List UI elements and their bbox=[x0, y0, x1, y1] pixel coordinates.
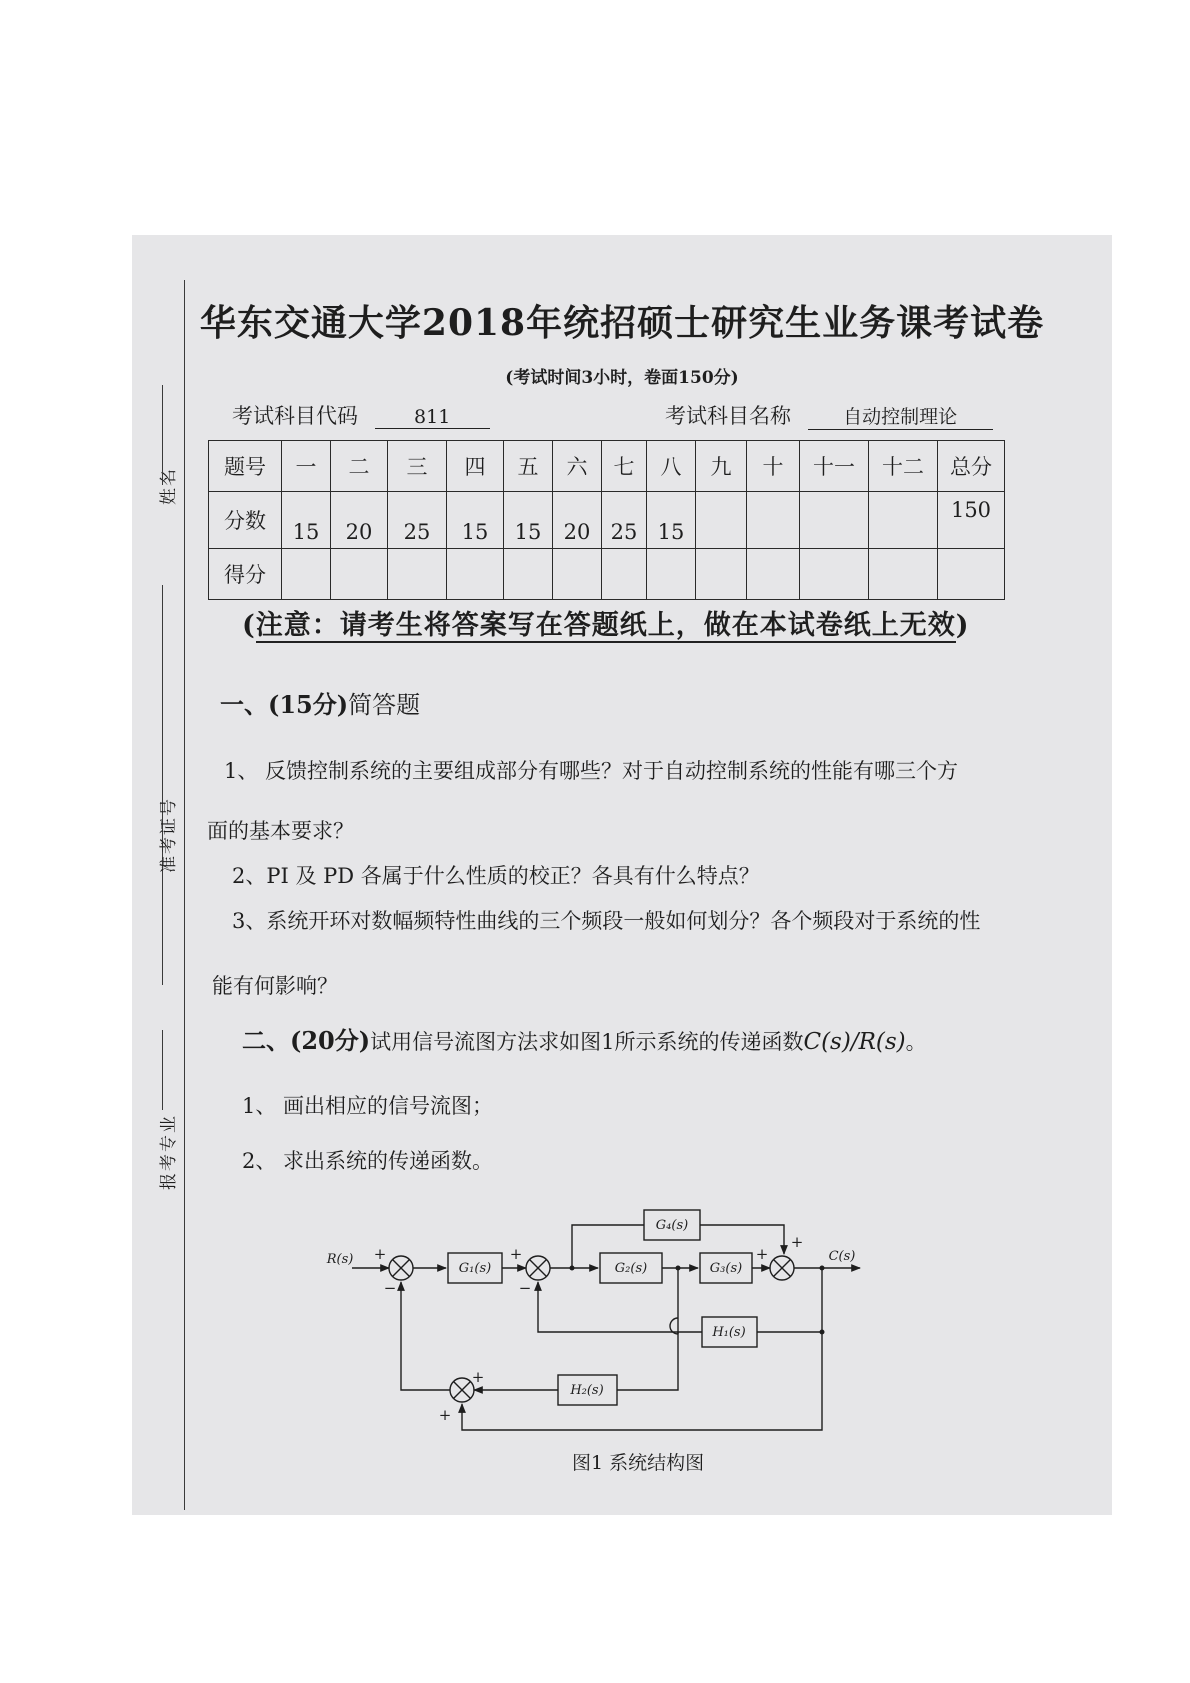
major-blank bbox=[162, 1030, 163, 1110]
section1-heading bbox=[220, 685, 420, 720]
total-points-cell: 150 bbox=[938, 492, 1005, 549]
points-cell: 20 bbox=[331, 492, 388, 549]
question-cell: 四 bbox=[447, 441, 504, 492]
score-table-row-earned bbox=[209, 549, 1005, 600]
junction4-plus-sign: + bbox=[471, 1368, 485, 1386]
section2-item-2: 2、 求出系统的传递函数。 bbox=[242, 1149, 494, 1173]
junction1-minus-sign: − bbox=[383, 1279, 397, 1297]
notice-open-paren: ( bbox=[242, 610, 256, 641]
question-cell: 九 bbox=[696, 441, 747, 492]
earned-cell bbox=[447, 549, 504, 600]
points-cell: 25 bbox=[602, 492, 647, 549]
points-cell bbox=[747, 492, 800, 549]
points-cell: 15 bbox=[647, 492, 696, 549]
earned-cell bbox=[553, 549, 602, 600]
question-1-line-2: 面的基本要求？ bbox=[207, 819, 354, 843]
question-cell: 八 bbox=[647, 441, 696, 492]
earned-cell bbox=[331, 549, 388, 600]
junction3-plus-sign-top: + bbox=[790, 1233, 804, 1251]
junction3-plus-sign: + bbox=[755, 1245, 769, 1263]
earned-cell bbox=[747, 549, 800, 600]
earned-cell bbox=[647, 549, 696, 600]
earned-cell bbox=[602, 549, 647, 600]
question-cell: 一 bbox=[282, 441, 331, 492]
question-3-line-1: 3、系统开环对数幅频特性曲线的三个频段一般如何划分？各个频段对于系统的性 bbox=[232, 909, 981, 933]
section2-heading bbox=[242, 1021, 927, 1056]
points-cell bbox=[800, 492, 869, 549]
subject-code-label: 考试科目代码 bbox=[232, 404, 358, 428]
subject-name-value: 自动控制理论 bbox=[808, 402, 993, 430]
score-table-row-points bbox=[209, 492, 1005, 549]
section2-heading-score: 二、(20分) bbox=[242, 1026, 371, 1055]
section2-period: 。 bbox=[905, 1030, 927, 1054]
question-cell: 十一 bbox=[800, 441, 869, 492]
junction4-plus-sign-bottom: + bbox=[438, 1406, 452, 1424]
g4-label: G₄(s) bbox=[655, 1218, 689, 1233]
figure-caption: 图1 系统结构图 bbox=[572, 1452, 705, 1474]
row-label-earned: 得分 bbox=[209, 549, 282, 600]
junction2-minus-sign: − bbox=[518, 1279, 532, 1297]
subject-name-label: 考试科目名称 bbox=[665, 404, 791, 428]
question-cell: 六 bbox=[553, 441, 602, 492]
transfer-function-formula: C(s)/R(s) bbox=[803, 1029, 906, 1055]
question-3-line-2: 能有何影响？ bbox=[212, 974, 338, 998]
total-header-cell: 总分 bbox=[938, 441, 1005, 492]
notice-close-paren: ) bbox=[955, 610, 970, 641]
score-table bbox=[208, 440, 1005, 600]
name-blank bbox=[162, 385, 163, 485]
question-1-line-1: 1、 反馈控制系统的主要组成部分有哪些？对于自动控制系统的性能有哪三个方 bbox=[224, 759, 959, 783]
points-cell bbox=[696, 492, 747, 549]
earned-cell bbox=[800, 549, 869, 600]
earned-cell bbox=[504, 549, 553, 600]
question-cell: 五 bbox=[504, 441, 553, 492]
junction2-plus-sign: + bbox=[509, 1245, 523, 1263]
side-name-label: 姓名 bbox=[159, 467, 179, 505]
input-label: R(s) bbox=[326, 1252, 354, 1267]
section2-heading-text: 试用信号流图方法求如图1所示系统的传递函数 bbox=[370, 1030, 804, 1054]
points-cell: 20 bbox=[553, 492, 602, 549]
earned-cell bbox=[938, 549, 1005, 600]
exam-notice bbox=[242, 603, 970, 642]
section2-item-1: 1、 画出相应的信号流图； bbox=[242, 1094, 494, 1118]
subject-code-value: 811 bbox=[375, 406, 490, 429]
notice-text: 注意：请考生将答案写在答题纸上，做在本试卷纸上无效 bbox=[255, 610, 956, 641]
g1-label: G₁(s) bbox=[458, 1261, 492, 1276]
row-label-points: 分数 bbox=[209, 492, 282, 549]
score-table-row-questions bbox=[209, 441, 1005, 492]
question-cell: 三 bbox=[388, 441, 447, 492]
exam-subtitle: (考试时间3小时，卷面150分) bbox=[505, 368, 739, 388]
earned-cell bbox=[696, 549, 747, 600]
binding-margin-line bbox=[184, 280, 185, 1510]
points-cell bbox=[869, 492, 938, 549]
earned-cell bbox=[869, 549, 938, 600]
points-cell: 15 bbox=[447, 492, 504, 549]
earned-cell bbox=[282, 549, 331, 600]
question-cell: 十 bbox=[747, 441, 800, 492]
row-label-question-number: 题号 bbox=[209, 441, 282, 492]
subject-code-field bbox=[232, 400, 490, 430]
h2-label: H₂(s) bbox=[570, 1383, 604, 1398]
g2-label: G₂(s) bbox=[614, 1261, 648, 1276]
subject-name-field bbox=[665, 400, 993, 430]
junction1-plus-sign: + bbox=[373, 1245, 387, 1263]
exam-id-blank bbox=[162, 585, 163, 985]
block-diagram bbox=[326, 1175, 1072, 1475]
section1-heading-title: 简答题 bbox=[348, 691, 421, 719]
exam-title: 华东交通大学2018年统招硕士研究生业务课考试卷 bbox=[199, 302, 1045, 344]
section1-heading-score: 一、(15分) bbox=[220, 690, 349, 719]
points-cell: 15 bbox=[282, 492, 331, 549]
exam-sheet bbox=[132, 235, 1112, 1515]
points-cell: 15 bbox=[504, 492, 553, 549]
side-major-label: 报考专业 bbox=[159, 1114, 179, 1190]
points-cell: 25 bbox=[388, 492, 447, 549]
output-label: C(s) bbox=[828, 1249, 856, 1264]
side-exam-id-label: 准考证号 bbox=[159, 797, 179, 873]
question-2: 2、PI 及 PD 各属于什么性质的校正？各具有什么特点？ bbox=[232, 864, 760, 888]
earned-cell bbox=[388, 549, 447, 600]
h1-label: H₁(s) bbox=[712, 1325, 746, 1340]
question-cell: 七 bbox=[602, 441, 647, 492]
g3-label: G₃(s) bbox=[709, 1261, 743, 1276]
question-cell: 十二 bbox=[869, 441, 938, 492]
question-cell: 二 bbox=[331, 441, 388, 492]
